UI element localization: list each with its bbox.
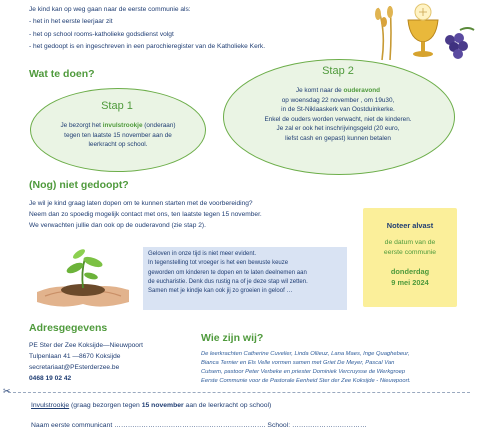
geloven-quote-box: Geloven in onze tijd is niet meer evident. In tegenstelling tot vroeger is het een bewuste keuze geworden om kinderen te dopen en te laten deelnemen aan de eucharistie. Denk dus rustig na of je deze stap wil zetten. Samen met je kindje kan ook jij zo groeien in geloof … (143, 247, 347, 310)
noteer-date: 9 mei 2024 (391, 278, 429, 287)
stap2-title: Stap 2 (322, 65, 354, 77)
invulstrookje-highlight: invulstrookje (102, 122, 143, 129)
intro-item: - het op school rooms-katholieke godsdienst volgt (29, 30, 174, 38)
strook-heading: Invulstrookje (graag bezorgen tegen 15 november aan de leerkracht op school) (31, 402, 272, 409)
stap1-text: Je bezorgt het invulstrookje (onderaan) tegen ten laatste 15 november aan de leerkracht op school. (60, 122, 176, 149)
wie-text: De leerkrachten Catherine Cuvelier, Linda Ollieuz, Lana Maes, Inge Quaghebeur, Bianca Ternier en Els Velle vormen samen met Griet De Meyer, Pascal Van Cutsem, pastoor Peter Verbeke en priester Dominiek Vercruysse de Werkgroep Eerste Communie voor de Pastorale Eenheid Ster der Zee Koksijde - Nieuwpoort. (201, 351, 411, 384)
host-icon (415, 4, 431, 20)
scissors-icon: ✂ (3, 386, 11, 396)
intro-heading: Je kind kan op weg gaan naar de eerste communie als: (29, 6, 191, 13)
noteer-line1: de datum van de (384, 239, 436, 246)
section-title-wat-te-doen: Wat te doen? (29, 68, 95, 80)
section-title-adres: Adresgegevens (29, 322, 108, 334)
section-title-wie: Wie zijn wij? (201, 332, 264, 344)
strook-name-line[interactable]: Naam eerste communicant …………………………………………………………. School: …………………………… (31, 422, 367, 429)
phone-number: 0468 19 02 42 (29, 375, 72, 382)
noteer-line2: eerste communie (383, 249, 437, 256)
stap1-title: Stap 1 (101, 100, 133, 112)
ouderavond-highlight: ouderavond (343, 87, 381, 94)
cut-line (8, 392, 470, 393)
section-title-niet-gedoopt: (Nog) niet gedoopt? (29, 179, 129, 191)
hands-plant-image (31, 244, 135, 310)
communion-illustration (360, 0, 478, 62)
email-link[interactable]: secretariaat@PEsterderzee.be (29, 364, 120, 371)
intro-item: - het gedoopt is en ingeschreven in een parochieregister van de Katholieke Kerk. (29, 42, 266, 50)
niet-gedoopt-text: Je wil je kind graag laten dopen om te kunnen starten met de voorbereiding? Neem dan zo spoedig mogelijk contact met ons, ten laatste tegen 15 november. We verwachten jullie dan ook op de ouderavond (zie stap 2). (29, 200, 262, 229)
noteer-alvast-box (363, 208, 457, 307)
noteer-title: Noteer alvast (386, 221, 434, 230)
intro-block (29, 4, 265, 53)
intro-item: - het in het eerste leerjaar zit (29, 18, 113, 26)
adres-block: PE Ster der Zee Koksijde—Nieuwpoort Tulpenlaan 41 —8670 Koksijde secretariaat@PEsterderzee.be 0468 19 02 42 (29, 340, 189, 384)
strook-label: Invulstrookje (31, 402, 70, 409)
noteer-day: donderdag (390, 267, 430, 276)
stap2-text: Je komt naar de ouderavond op woensdag 22 november , om 19u30, in de St-Niklaaskerk van Oostduinkerke. Enkel de ouders worden verwacht, niet de kinderen. Je zal er ook het inschrijvingsgeld (20 euro, liefst cash en gepast) kunnen betalen (264, 87, 412, 142)
